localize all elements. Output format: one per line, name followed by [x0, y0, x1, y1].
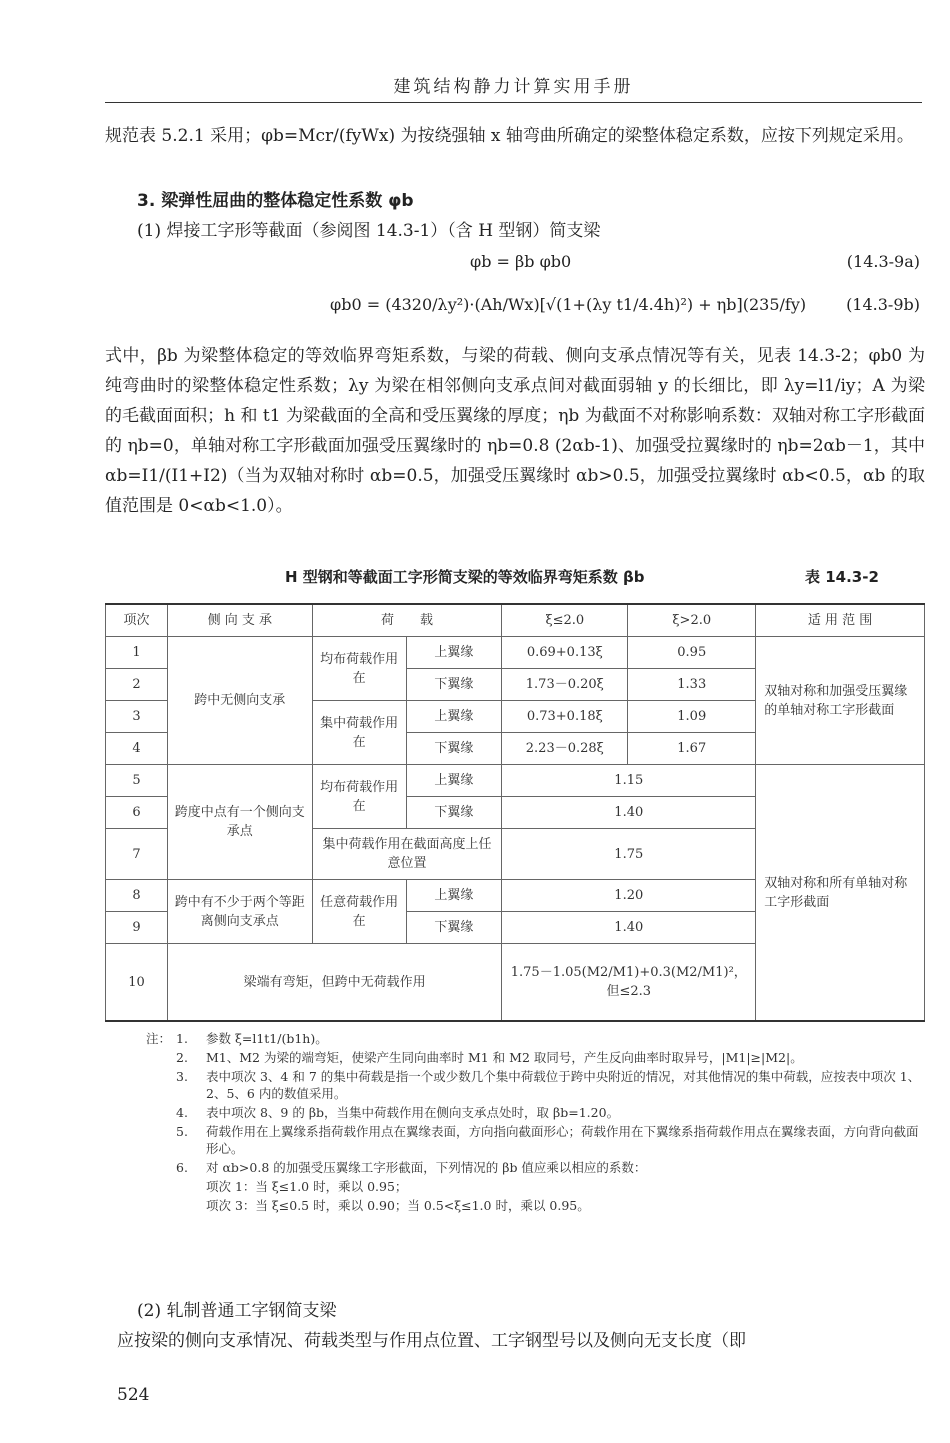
running-header: [105, 62, 922, 103]
section-heading: 3. 梁弹性屈曲的整体稳定性系数 φb: [137, 191, 414, 211]
value-cell: 1.73－0.20ξ: [502, 669, 628, 701]
value-cell: 1.67: [628, 733, 756, 765]
row-number: 9: [106, 912, 168, 944]
support-cell: 跨中无侧向支承: [167, 637, 312, 765]
note-item: 5. 荷载作用在上翼缘系指荷载作用点在翼缘表面，方向指向截面形心；荷载作用在下翼缘系指荷载作用点在翼缘表面，方向背向截面形心。: [176, 1124, 919, 1156]
flange-cell: 上翼缘: [406, 880, 502, 912]
table-caption: H 型钢和等截面工字形简支梁的等效临界弯矩系数 βb: [285, 568, 645, 586]
value-cell: 1.20: [502, 880, 756, 912]
row-number: 7: [106, 829, 168, 880]
equation-9b: φb0 = (4320/λy²)·(Ah/Wx)[√(1+(λy t1/4.4h)²) + ηb](235/fy): [330, 295, 807, 314]
row-number: 8: [106, 880, 168, 912]
load-cell: 集中荷载作用在: [312, 701, 406, 765]
note-item: 1. 参数 ξ=l1t1/(b1h)。: [176, 1031, 328, 1046]
value-cell: 1.09: [628, 701, 756, 733]
table-label: 表 14.3-2: [805, 568, 879, 586]
value-cell: 1.75: [502, 829, 756, 880]
load-cell: 均布荷载作用在: [312, 637, 406, 701]
value-cell: 1.40: [502, 797, 756, 829]
scope-cell: 双轴对称和加强受压翼缘的单轴对称工字形截面: [756, 637, 925, 765]
load-cell: 任意荷载作用在: [312, 880, 406, 944]
row-number: 6: [106, 797, 168, 829]
row-number: 5: [106, 765, 168, 797]
load-cell: 均布荷载作用在: [312, 765, 406, 829]
row-number: 4: [106, 733, 168, 765]
row-number: 2: [106, 669, 168, 701]
note-item: 6. 对 αb>0.8 的加强受压翼缘工字形截面，下列情况的 βb 值应乘以相应的系数：: [176, 1160, 647, 1175]
support-cell: 梁端有弯矩，但跨中无荷载作用: [167, 944, 501, 1022]
note-item: 3. 表中项次 3、4 和 7 的集中荷载是指一个或少数几个集中荷载位于跨中央附近的情况，对其他情况的集中荷载，应按表中项次 1、2、5、6 内的数值采用。: [176, 1069, 921, 1101]
flange-cell: 上翼缘: [406, 765, 502, 797]
flange-cell: 上翼缘: [406, 637, 502, 669]
notes-prefix: 注：: [146, 1031, 172, 1046]
table-row: [106, 765, 925, 797]
value-cell: 1.75－1.05(M2/M1)+0.3(M2/M1)²，但≤2.3: [502, 944, 756, 1022]
value-cell: 2.23－0.28ξ: [502, 733, 628, 765]
flange-cell: 下翼缘: [406, 797, 502, 829]
header-cell: ξ>2.0: [628, 604, 756, 637]
load-cell: 集中荷载作用在截面高度上任意位置: [312, 829, 502, 880]
flange-cell: 下翼缘: [406, 669, 502, 701]
paragraph-intro: 规范表 5.2.1 采用；φb=Mcr/(fyWx) 为按绕强轴 x 轴弯曲所确定的梁整体稳定系数，应按下列规定采用。: [105, 126, 914, 146]
row-number: 3: [106, 701, 168, 733]
table-row: [106, 637, 925, 669]
subsection-rolled: (2) 轧制普通工字钢简支梁: [137, 1301, 337, 1321]
note-extra: 项次 1：当 ξ≤1.0 时，乘以 0.95；: [206, 1179, 408, 1194]
beta-table: [105, 603, 925, 1022]
header-cell: 侧 向 支 承: [167, 604, 312, 637]
row-number: 1: [106, 637, 168, 669]
header-cell: 适 用 范 围: [756, 604, 925, 637]
note-item: 4. 表中项次 8、9 的 βb，当集中荷载作用在侧向支承点处时，取 βb=1.20。: [176, 1105, 620, 1120]
value-cell: 1.15: [502, 765, 756, 797]
value-cell: 0.95: [628, 637, 756, 669]
equation-9b-number: (14.3-9b): [846, 295, 920, 314]
flange-cell: 上翼缘: [406, 701, 502, 733]
value-cell: 1.33: [628, 669, 756, 701]
flange-cell: 下翼缘: [406, 733, 502, 765]
header-cell: 项次: [106, 604, 168, 637]
row-number: 10: [106, 944, 168, 1022]
support-cell: 跨中有不少于两个等距离侧向支承点: [167, 880, 312, 944]
paragraph-definitions: 式中，βb 为梁整体稳定的等效临界弯矩系数，与梁的荷载、侧向支承点情况等有关，见表 14.3-2；φb0 为纯弯曲时的梁整体稳定性系数；λy 为梁在相邻侧向支承点间对截面弱轴 y 的长细比，即 λy=l1/iy；A 为梁的毛截面面积；h 和 t1 为梁截面的全高和受压翼缘的厚度；ηb 为截面不对称影响系数：双轴对称工字形截面的 ηb=0，单轴对称工字形截面加强受压翼缘时的 ηb=0.8 (2αb-1)、加强受拉翼缘时的 ηb=2αb－1，其中 αb=I1/(I1+I2)（当为双轴对称时 αb=0.5，加强受压翼缘时 αb>0.5，加强受拉翼缘时 αb<0.5，αb 的取值范围是 0<αb<1.0）。: [105, 346, 925, 516]
note-extra: 项次 3：当 ξ≤0.5 时，乘以 0.90；当 0.5<ξ≤1.0 时，乘以 0.95。: [206, 1198, 590, 1213]
note-item: 2. M1、M2 为梁的端弯矩，使梁产生同向曲率时 M1 和 M2 取同号，产生反向曲率时取异号，|M1|≥|M2|。: [176, 1050, 803, 1065]
value-cell: 0.69+0.13ξ: [502, 637, 628, 669]
header-cell: ξ≤2.0: [502, 604, 628, 637]
table-notes: [148, 1030, 926, 1216]
header-cell: 荷 载: [312, 604, 502, 637]
equation-9a: φb = βb φb0: [470, 252, 572, 271]
scope-cell: 双轴对称和所有单轴对称工字形截面: [756, 765, 925, 1022]
value-cell: 0.73+0.18ξ: [502, 701, 628, 733]
table-header-row: [106, 604, 925, 637]
equation-9a-number: (14.3-9a): [846, 252, 920, 271]
value-cell: 1.40: [502, 912, 756, 944]
page-number: 524: [117, 1385, 150, 1405]
subsection-welded: (1) 焊接工字形等截面（参阅图 14.3-1）（含 H 型钢）简支梁: [137, 221, 601, 241]
paragraph-rolled: 应按梁的侧向支承情况、荷载类型与作用点位置、工字钢型号以及侧向无支长度（即: [117, 1331, 746, 1351]
flange-cell: 下翼缘: [406, 912, 502, 944]
support-cell: 跨度中点有一个侧向支承点: [167, 765, 312, 880]
header-title: 建筑结构静力计算实用手册: [393, 77, 634, 97]
